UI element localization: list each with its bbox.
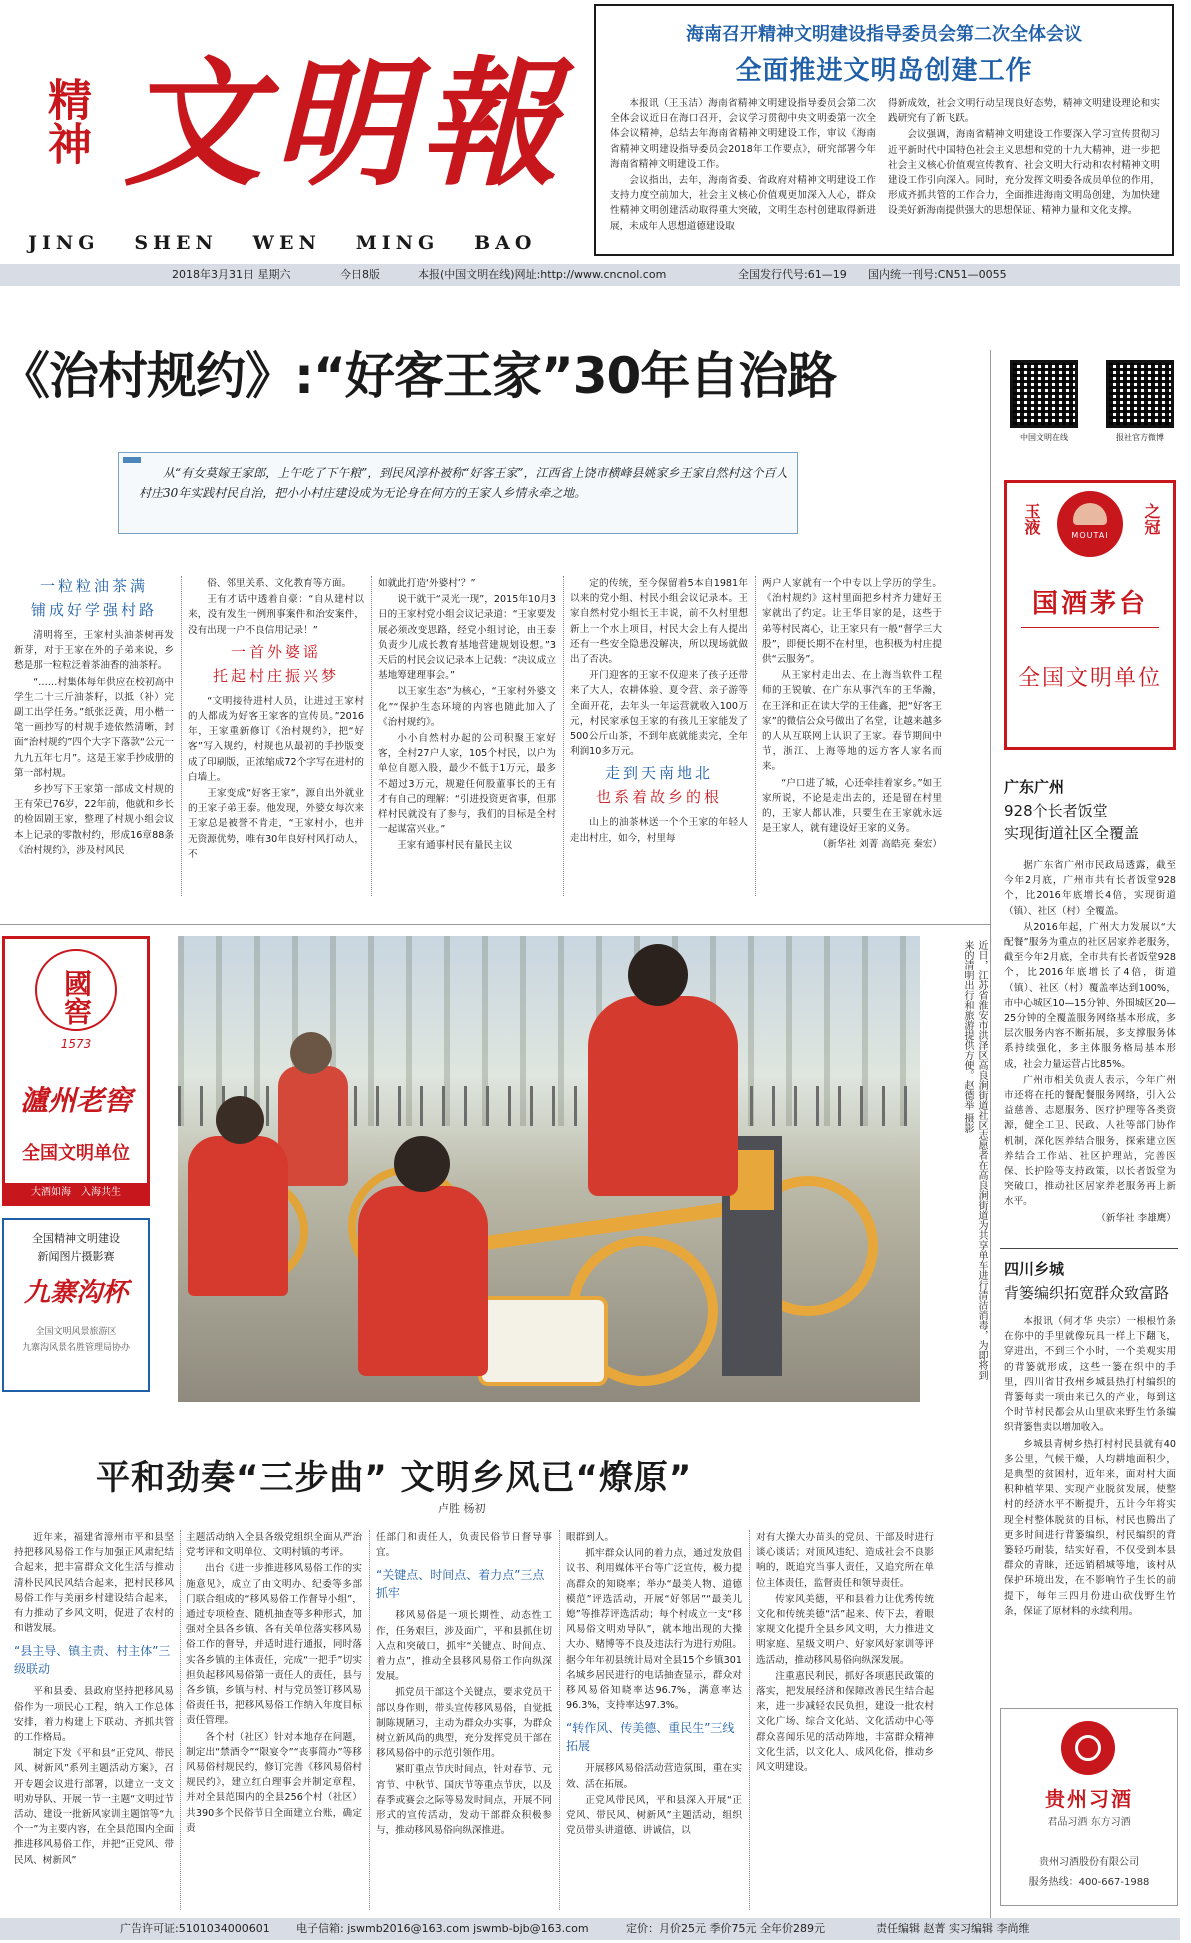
lead-subhead-1: 一粒粒油茶满 — [39, 577, 148, 595]
masthead-seal: 精神 — [40, 77, 91, 165]
qr-label-cncnol: 中国文明在线 — [1020, 433, 1068, 442]
jiuzhaigou-line-2: 新闻图片摄影赛 — [37, 1250, 115, 1263]
news-photo — [178, 936, 920, 1402]
moutai-name: 国酒茅台 — [1031, 589, 1148, 619]
lead-column-1: 一粒粒油茶满 铺成好学强村路 清明将至，王家村头油茶树再发新芽，对于王家在外的子弟来说，乡愁是那一粒粒泛着茶油香的油茶籽。 “……村集体每年供应在校初高中学生二十三斤油茶籽，以抵（补）完副工出学任务。”纸张泛黄，用小楷一笔一画抄写的村规手迹依然清晰，封面“治村规约”四个大字下落款“公元一九九五年七月”。这是王家手抄成册的第一部村规。 乡抄写下王家第一部成文村规的王有荣已76岁，22年前，他就和乡长的检固剧王家，整理了村规小组会议本上记录的零散村约，形成16章88条《治村规约》，涉及村风民 — [14, 577, 174, 856]
guangzhou-title-1: 928个长者饭堂 — [1004, 802, 1108, 820]
photo-volunteer-4 — [588, 996, 738, 1196]
lead-intro-text: 从“有女莫嫁王家郎，上午吃了下午粮”，到民风淳朴被称“好客王家”，江西省上饶市横峰县姚家乡王家自然村这个百人村庄30年实践村民自治，把小小村庄建设成为无论身在何方的王家人乡情永牵之地。 — [139, 466, 788, 500]
dateline-date: 2018年3月31日 星期六 — [172, 268, 291, 281]
moutai-ad[interactable] — [1004, 480, 1176, 750]
photo-caption: 近日，江苏省淮安市洪泽区高良涧街道社区志愿者在高良涧街道为共享单车进行清洁消毒，为即将到来的清明出行和旅游提供方便。赵德举 摄影 — [962, 940, 987, 1380]
lead-subhead-3: 走到天南地北 — [604, 764, 713, 783]
lead-subhead-2: 一首外婆谣 — [230, 642, 321, 661]
jiuzhaigou-line-4: 九寨沟风景名胜管理局协办 — [21, 1343, 130, 1353]
masthead — [14, 30, 584, 254]
moutai-tag: 全国文明单位 — [1017, 666, 1162, 691]
jiuzhaigou-ad[interactable] — [2, 1218, 150, 1392]
lead-subhead-3b: 也系着故乡的根 — [595, 788, 722, 807]
story2-subhead-2: “关键点、时间点、着力点”三点抓牢 — [376, 1568, 545, 1601]
dateline-bar — [0, 264, 1180, 286]
moutai-logo-mark — [1073, 503, 1107, 525]
story2-column-4: 眼群到人。 抓牢群众认同的着力点，通过发放倡议书、利用媒体平台等广泛宣传，极力提高群众的知晓率；举办“最美人物、道德模范”评选活动，开展“好邻居”“最美儿媳”等推荐评选活动；每个村成立一支“移风易俗文明劝导队”，就本地出现的大操大办、赌博等不良及违法行为进行劝阻。据今年年初县统计局对全县15个乡镇301名城乡居民进行的电话抽查显示，群众对移风易俗知晓率达96.7%，满意率达96.3%，支持率达97.3%。 “转作风、传美德、重民生”三线拓展 开展移风易俗活动营造氛围，重在实效、活在拓展。 正党风带民风，平和县深入开展“正党风、带民风、树新风”主题活动，组织党员带头讲道德、讲诚信，以 — [566, 1532, 742, 1837]
guangzhou-title-2: 实现街道社区全覆盖 — [1004, 824, 1140, 842]
top-story-column-1: 本报讯（王玉洁）海南省精神文明建设指导委员会第二次全体会议近日在海口召开，会议学习贯彻中央文明委第一次全体会议精神，总结去年海南省精神文明建设工作，审议《海南省精神文明建设指导委员会2018年工作要点》，研究部署今年海南省精神文明建设工作。 会议指出，去年，海南省委、省政府对精神文明建设工作支持力度空前加大，社会主义核心价值观更加深入人心，群众性精神文明创建活动取得重大突破，文明生态村创建取得新进展，未成年人思想道德建设取 — [610, 98, 876, 232]
lead-column-4: 定的传统，至今保留着5本自1981年以来的党小组、村民小组会议记录本。王家自然村党小组长王丰说，前不久村里想新上一个水上项目，村民大会上有人提出还有一些安全隐患没解决，所以现场就做出了否决。 开门迎客的王家不仅迎来了孩子还带来了大人，农耕体验、夏令营、亲子游等全面开花，去年头一年运营就收入100万元，村民家承包王家的有孩儿王家能发了500公斤山茶，不到年底就能卖完，全年利润10多万元。 走到天南地北 也系着故乡的根 山上的油茶林送一个个王家的年轻人走出村庄，如今，村里每 — [570, 578, 748, 844]
guangzhou-body: 据广东省广州市民政局透露，截至今年2月底，广州市共有长者饭堂928个，比2016年底增长4倍，实现街道（镇）、社区（村）全覆盖。 从2016年起，广州大力发展以“大配餐”服务为重点的社区居家养老服务，截至今年2月底，全市共有长者饭堂928个，比2016年底增长了4倍，街道（镇）、社区（村）覆盖率达到100%，市中心城区10—15分钟、外围城区20—25分钟的全覆盖服务网络基本形成，多层次服务内容不断拓展，多支撑服务体系持续强化，多主体服务格局基本形成，社会力量运营占比85%。 广州市相关负责人表示，今年广州市还将在托的餐配餐服务网络，引入公益慈善、志愿服务、医疗护理等各类资源，健全工卫、民政、人社等部门协作机制，深化医养结合服务，探索建立医养结合工作站、社区护理站，完善医保、长护险等支持政策，以长者饭堂为突破口，推动社区居家养老服务再上新水平。 （新华社 李雄鹰） — [1004, 858, 1176, 1227]
story2-column-3: 任部门和责任人，负责民俗节日督导事宜。 “关键点、时间点、着力点”三点抓牢 移风易俗是一项长期性、动态性工作，任务艰巨，涉及面广，平和县抓住切入点和突破口，抓牢“关键点、时间点、着力点”，推动全县移风易俗工作向纵深发展。 抓党员干部这个关键点，要求党员干部以身作则，带头宣传移风易俗，自觉抵制陈规陋习，主动为群众办实事，为群众树立新风尚的典型，充分发挥党员干部在移风易俗中的示范引领作用。 紧盯重点节庆时间点，针对春节、元宵节、中秋节、国庆节等重点节庆，以及春季或赛会之际等易发时间点，开展不同形式的宣传活动，发动干部群众积极参与，推动移风易俗向纵深推进。 — [376, 1532, 552, 1837]
lead-subhead-1b: 铺成好学强村路 — [30, 601, 157, 619]
footer-bar — [0, 1918, 1180, 1940]
guangzhou-region: 广东广州 — [1004, 778, 1065, 796]
photo-volunteer-4-head — [628, 944, 688, 1006]
top-story-kicker: 海南召开精神文明建设指导委员会第二次全体会议 — [686, 24, 1082, 45]
photo-volunteer-3-head — [394, 1136, 450, 1192]
story2-subhead-3: “转作风、传美德、重民生”三线拓展 — [566, 1721, 735, 1754]
photo-bike-basket — [478, 1296, 608, 1386]
photo-volunteer-2 — [188, 1136, 288, 1296]
guojiao-ad[interactable] — [2, 936, 150, 1206]
guojiao-slogan-bar: 大酒如海 入海共生 — [5, 1183, 147, 1203]
guojiao-number: 1573 — [60, 1037, 92, 1051]
sichuan-body: 本报讯（何才华 央宗）一根根竹条在你中的手里就像玩具一样上下翻飞，穿进出，不到三个小时，一个美观实用的背篓就形成，这些一篓在织中的手里，四川省甘孜州乡城县热打村编织的背篓每卖一项由来已久的产业，每到这个时节村民都会从山里砍来野生竹条编织背篓售卖以增加收入。 乡城县青树乡热打村村民县就有40多公里，气候干燥，人均耕地面积少，是典型的贫困村，近年来，面对村大面积种植苹果、实现产业脱贫发展，使整村的经济水平不断提升，五计今年将实现全村整体脱贫的目标，村民也腾出了更多时间进行背篓编织，村民编织的背篓轻巧耐装，结实好看，不仅受到本县群众的青睐，还远销稻城等地，该村从保护环境出发，在不影响竹子生长的前提下，每年三四月份进山砍伐野生竹条，保证了原材料的永续利用。 — [1004, 1316, 1176, 1617]
top-story-headline: 全面推进文明岛创建工作 — [735, 56, 1033, 86]
jiuzhaigou-brand: 九寨沟杯 — [23, 1278, 128, 1308]
top-story-column-2: 得新成效，社会文明行动呈现良好态势，精神文明建设理论和实践研究有了新飞跃。 会议强调，海南省精神文明建设工作要深入学习宣传贯彻习近平新时代中国特色社会主义思想和党的十九大精神，进一步把社会主义核心价值观宣传教育、社会文明大行动和农村精神文明建设工作引向深入。同时，充分发挥文明委各成员单位的作用，形成齐抓共管的工作合力，全面推进海南文明岛创建，为加快建设美好新海南提供强大的思想保证、精神力量和文化支撑。 — [888, 98, 1160, 217]
story2-column-5: 对有大操大办苗头的党员、干部及时进行谈心谈话；对顶风违纪、造成社会不良影响的，既追究当事人责任，又追究所在单位主体责任，监督责任和领导责任。 传家风美德，平和县着力让优秀传统文化和传统美德“活”起来、传下去，着眼家规文化提升全县乡风文明，大力推进文明家庭、星级文明户、好家风好家训等评选活动，推动移风易俗向纵深发展。 注重惠民利民，抓好各项惠民政策的落实，把发展经济和保障改善民生结合起来，进一步减轻农民负担，建设一批农村文化广场、综合文化站、文化活动中心等群众喜闻乐见的活动阵地，丰富群众精神文化生活，以文化人、成风化俗，推动乡风文明建设。 — [756, 1532, 934, 1774]
lead-subhead-2b: 托起村庄振兴梦 — [212, 666, 339, 685]
story2-column-1: 近年来，福建省漳州市平和县坚持把移风易俗工作与加强正风肃纪结合起来，把丰富群众文化生活与推动清朴民风民风结合起来，把村民移风易俗工作与美丽乡村建设结合起来，有力推动了乡风文明，促进了农村的和谐发展。 “县主导、镇主责、村主体”三级联动 平和县委、县政府坚持把移风易俗作为一项民心工程，纳入工作总体安排，着力构建上下联动、齐抓共管的工作格局。 制定下发《平和县“正党风、带民风、树新风”系列主题活动方案》，召开专题会议进行部署，以建立一支文明劝导队、开展一节一主题“文明过节活动、建设一批新风家训主题馆等“九个一”为主要内容，在全县范围内全面推进移风易俗工作，并把“正党风、带民风、树新风” — [14, 1532, 174, 1866]
dateline-pages: 今日8版 — [340, 268, 380, 281]
qr-code-cncnol[interactable] — [1010, 360, 1078, 428]
moutai-left-chars: 玉液 — [1022, 503, 1041, 535]
lead-column-2: 俗、邻里关系、文化教育等方面。 王有才话中透着自豪：“自从建村以来，没有发生一例刑事案件和治安案件，没有出现一户不良信用记录！” 一首外婆谣 托起村庄振兴梦 “文明接待进村人员，让进过王家村的人都成为好客王家客的宣传员。”2016年，王家重新修订《治村规约》，把“好客”写入规约，村规也从最初的手抄版变成了印刷版，正浓缩成72个字写在进村的白墙上。 王家变成“好客王家”，源自出外就业的王家子弟王泰。他发现，外婆女每次来王家总是被誉不肯走，“王家村小，也并无资源优势，唯有30年良好村风打动人，不 — [188, 578, 364, 860]
xijiu-logo-mark — [1075, 1735, 1101, 1761]
qr-code-weibo[interactable] — [1106, 360, 1174, 428]
story2-subhead-1: “县主导、镇主责、村主体”三级联动 — [14, 1644, 171, 1677]
masthead-pinyin: JING SHEN WEN MING BAO — [28, 232, 537, 254]
footer-price: 定价：月价25元 季价75元 全年价289元 — [626, 1922, 825, 1935]
guojiao-tag: 全国文明单位 — [22, 1143, 130, 1164]
story2-column-2: 主题活动纳入全县各级党组织全面从严治党考评和文明单位、文明村镇的考评。 出台《进一步推进移风易俗工作的实施意见》，成立了由文明办、纪委等多部门联合组成的“移风易俗工作督导小组”，通过专项检查、随机抽查等多种形式，加强对全县各乡镇、各有关单位落实移风易俗工作的督导，并适时进行通报，同时落实各乡镇的主体责任，完成“一把手”切实担负起移风易俗第一责任人的责任，县与各乡镇，乡镇与村、村与党员签订移风易俗责任书，把移风易俗工作纳入年度目标责任管理。 各个村（社区）针对本地存在问题，制定出“禁酒令”“限宴令”“丧事简办”等移风易俗村规民约，修订完善《移风易俗村规民约》，建立红白理事会并制定章程，并对全县范围内的全县256个村（社区）共390多个民俗节日全面建立台账，确定责 — [186, 1532, 362, 1834]
dateline-issue: 全国发行代号:61—19 — [738, 268, 847, 281]
dateline-website: 本报(中国文明在线)网址:http://www.cncnol.com — [418, 268, 667, 281]
xijiu-brand: 贵州习酒 — [1045, 1787, 1133, 1811]
guojiao-brand: 瀘州老窖 — [19, 1084, 132, 1117]
sichuan-title: 背篓编织拓宽群众致富路 — [1004, 1284, 1170, 1302]
moutai-logo-text: MOUTAI — [1071, 531, 1109, 540]
footer-email: 电子信箱: jswmb2016@163.com jswmb-bjb@163.com — [296, 1922, 589, 1935]
xijiu-company: 贵州习酒股份有限公司 — [1039, 1857, 1139, 1868]
xijiu-ad[interactable] — [1000, 1708, 1178, 1906]
jiuzhaigou-line-3: 全国文明风景旅游区 — [35, 1327, 117, 1337]
moutai-logo — [1057, 491, 1123, 557]
sichuan-region: 四川乡城 — [1004, 1260, 1065, 1278]
lead-column-5: 两户人家就有一个中专以上学历的学生。《治村规约》这村里面把乡村齐力建好王家就出了约定。让王华目家的是，这些于弟等村民离心，让王家只有一般“督学三大股”，即便长期不在村里，也积极为村庄提供“云服务”。 从王家村走出去、在上海当软件工程师的王锐敏、在广东从事汽车的王华瀚，在王泽和正在读大学的王佳鑫，把“好客王家”的微信公众号做出了名堂，让越来越多的人从互联网上认识了王家。春节期间中节，浙江、上海等地的远方客人家名而来。 “户口进了城，心还牵挂着家乡。”如王家所说，不论是走出去的，还是留在村里的，王家人都认准，只要生在王家就永远是王家人，就有建设好王家的义务。 （新华社 刘菁 高皓亮 秦宏） — [762, 576, 942, 854]
photo-volunteer-3 — [358, 1186, 488, 1376]
moutai-right-chars: 之冠 — [1142, 503, 1161, 535]
photo-volunteer-1-head — [290, 1032, 332, 1074]
photo-volunteer-1 — [278, 1066, 348, 1186]
photo-volunteer-2-head — [216, 1096, 264, 1144]
story2-byline: 卢胜 杨初 — [438, 1502, 486, 1515]
lead-signature: （新华社 刘菁 高皓亮 秦宏） — [817, 839, 942, 851]
lead-intro-box — [118, 452, 798, 534]
dateline-cn: 国内统一刊号:CN51—0055 — [868, 268, 1007, 281]
guangzhou-signature: （新华社 李雄鹰） — [1096, 1212, 1176, 1224]
guojiao-name: 國窖 — [60, 969, 93, 1025]
moutai-divider — [1021, 627, 1159, 628]
xijiu-logo — [1061, 1721, 1115, 1775]
qr-label-weibo: 报社官方微博 — [1116, 433, 1164, 442]
xijiu-phone: 服务热线：400-667-1988 — [1028, 1877, 1150, 1888]
jiuzhaigou-line-1: 全国精神文明建设 — [32, 1232, 120, 1245]
lead-column-3: 如就此打造‘外婆村’？” 说干就干“灵光一现”，2015年10月3日的王家村党小组会议记录道：“王家要发展必须改变思路，经党小组讨论，由王泰负责少儿成长教育基地营建规划设想。”3天后的村民会议记录本上记载：“决议成立基地筹建理事会。” 以王家生态”为核心，“王家村外婆文化”“保护生态环境的内容也随此加入了《治村规约》。 小小自然村办起的公司积聚王家好客，全村27户人家，105个村民，以户为单位自愿入股，最少不低于1万元，最多不超过3万元，规避任何股董事长的王有才有自己的理解：“引进投资更省事，但那样村民就没有了参与，我们的目标是全村一起谋富兴业。” 王家有通事村民有量民主议 — [378, 578, 556, 852]
lead-headline: 《治村规约》:“好客王家”30年自治路 — [0, 347, 837, 405]
footer-license: 广告许可证:5101034000601 — [120, 1922, 270, 1935]
xijiu-slogan: 君品习酒 东方习酒 — [1047, 1817, 1131, 1828]
top-story-box — [594, 4, 1174, 256]
footer-editors: 责任编辑 赵菁 实习编辑 李尚维 — [876, 1922, 1030, 1935]
masthead-title: 文明報 — [124, 42, 569, 205]
story2-headline: 平和劲奏“三步曲” 文明乡风已“燎原” — [96, 1458, 693, 1498]
